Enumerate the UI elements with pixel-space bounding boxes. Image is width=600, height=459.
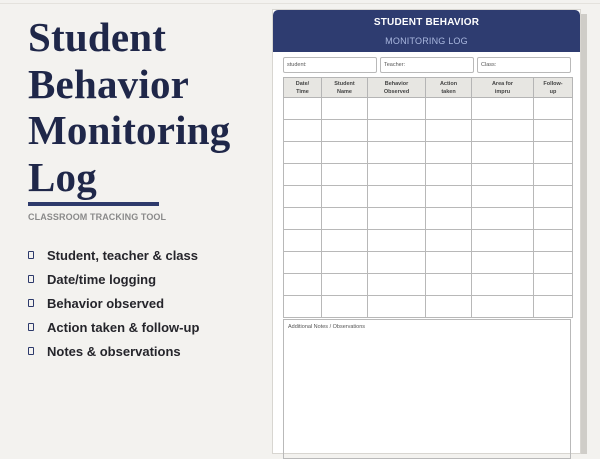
info-fields — [283, 57, 571, 73]
table-cell[interactable] — [368, 186, 426, 208]
table-cell[interactable] — [284, 230, 322, 252]
document-subtitle: MONITORING LOG — [385, 36, 468, 46]
table-row — [284, 142, 573, 164]
table-row — [284, 164, 573, 186]
table-cell[interactable] — [284, 274, 322, 296]
document-header — [273, 10, 580, 52]
feature-label: Student, teacher & class — [47, 247, 198, 263]
notes-label: Additional Notes / Observations — [288, 324, 366, 330]
table-cell[interactable] — [472, 186, 534, 208]
table-cell[interactable] — [426, 98, 472, 120]
feature-item — [28, 243, 258, 267]
table-cell[interactable] — [368, 142, 426, 164]
table-cell[interactable] — [368, 296, 426, 318]
feature-label: Notes & observations — [47, 343, 181, 359]
feature-label: Behavior observed — [47, 295, 165, 311]
feature-item — [28, 339, 258, 363]
table-cell[interactable] — [426, 274, 472, 296]
table-cell[interactable] — [472, 98, 534, 120]
square-bullet-icon — [28, 323, 34, 331]
table-cell[interactable] — [284, 120, 322, 142]
table-row — [284, 98, 573, 120]
intro-panel — [28, 14, 258, 363]
table-cell[interactable] — [426, 164, 472, 186]
table-row — [284, 186, 573, 208]
table-row — [284, 274, 573, 296]
table-cell[interactable] — [534, 164, 573, 186]
log-table — [283, 77, 573, 318]
table-cell[interactable] — [322, 296, 368, 318]
feature-item — [28, 291, 258, 315]
square-bullet-icon — [28, 299, 34, 307]
table-cell[interactable] — [322, 252, 368, 274]
column-header-area: Area for impru — [472, 78, 534, 98]
student-field[interactable]: student: — [283, 57, 377, 73]
table-cell[interactable] — [322, 120, 368, 142]
table-cell[interactable] — [472, 208, 534, 230]
column-header-action: Action taken — [426, 78, 472, 98]
square-bullet-icon — [28, 251, 34, 259]
feature-item — [28, 315, 258, 339]
table-cell[interactable] — [472, 164, 534, 186]
table-row — [284, 296, 573, 318]
table-row — [284, 252, 573, 274]
table-cell[interactable] — [284, 208, 322, 230]
top-divider — [0, 3, 600, 4]
table-cell[interactable] — [284, 164, 322, 186]
column-header-student-name: Student Name — [322, 78, 368, 98]
table-cell[interactable] — [426, 142, 472, 164]
table-cell[interactable] — [534, 208, 573, 230]
table-cell[interactable] — [322, 274, 368, 296]
table-cell[interactable] — [426, 252, 472, 274]
table-cell[interactable] — [322, 208, 368, 230]
table-cell[interactable] — [284, 142, 322, 164]
table-cell[interactable] — [472, 252, 534, 274]
table-cell[interactable] — [534, 296, 573, 318]
table-cell[interactable] — [426, 208, 472, 230]
table-cell[interactable] — [322, 142, 368, 164]
table-cell[interactable] — [322, 186, 368, 208]
table-cell[interactable] — [322, 164, 368, 186]
table-cell[interactable] — [426, 120, 472, 142]
square-bullet-icon — [28, 347, 34, 355]
table-cell[interactable] — [534, 274, 573, 296]
title-underline — [28, 202, 159, 206]
table-cell[interactable] — [534, 230, 573, 252]
table-row — [284, 120, 573, 142]
feature-label: Action taken & follow-up — [47, 319, 200, 335]
table-cell[interactable] — [472, 120, 534, 142]
table-cell[interactable] — [368, 98, 426, 120]
feature-item — [28, 267, 258, 291]
table-cell[interactable] — [472, 296, 534, 318]
table-cell[interactable] — [284, 98, 322, 120]
table-cell[interactable] — [368, 164, 426, 186]
table-cell[interactable] — [426, 230, 472, 252]
table-cell[interactable] — [534, 142, 573, 164]
class-field[interactable]: Class: — [477, 57, 571, 73]
table-cell[interactable] — [534, 252, 573, 274]
table-cell[interactable] — [426, 186, 472, 208]
table-cell[interactable] — [368, 230, 426, 252]
table-cell[interactable] — [284, 252, 322, 274]
table-cell[interactable] — [368, 120, 426, 142]
table-row — [284, 230, 573, 252]
square-bullet-icon — [28, 275, 34, 283]
table-cell[interactable] — [368, 208, 426, 230]
table-cell[interactable] — [534, 120, 573, 142]
page-title: Student Behavior Monitoring Log — [28, 14, 231, 200]
table-cell[interactable] — [322, 98, 368, 120]
table-cell[interactable] — [472, 142, 534, 164]
table-cell[interactable] — [472, 230, 534, 252]
table-row — [284, 208, 573, 230]
table-cell[interactable] — [322, 230, 368, 252]
table-cell[interactable] — [426, 296, 472, 318]
table-cell[interactable] — [368, 252, 426, 274]
column-header-behavior: Behavior Observed — [368, 78, 426, 98]
page-subtitle: CLASSROOM TRACKING TOOL — [28, 212, 167, 222]
notes-box[interactable] — [283, 319, 571, 459]
table-header-row — [284, 78, 573, 98]
column-header-follow-up: Follow- up — [534, 78, 573, 98]
table-body — [284, 98, 573, 318]
column-header-date-time: Date/ Time — [284, 78, 322, 98]
table-cell[interactable] — [368, 274, 426, 296]
teacher-field[interactable]: Teacher: — [380, 57, 474, 73]
log-document-preview — [272, 9, 581, 454]
table-cell[interactable] — [472, 274, 534, 296]
table-cell[interactable] — [534, 186, 573, 208]
document-title: STUDENT BEHAVIOR — [373, 17, 480, 28]
feature-label: Date/time logging — [47, 271, 157, 287]
feature-list — [28, 243, 258, 363]
table-cell[interactable] — [284, 296, 322, 318]
table-cell[interactable] — [284, 186, 322, 208]
table-cell[interactable] — [534, 98, 573, 120]
